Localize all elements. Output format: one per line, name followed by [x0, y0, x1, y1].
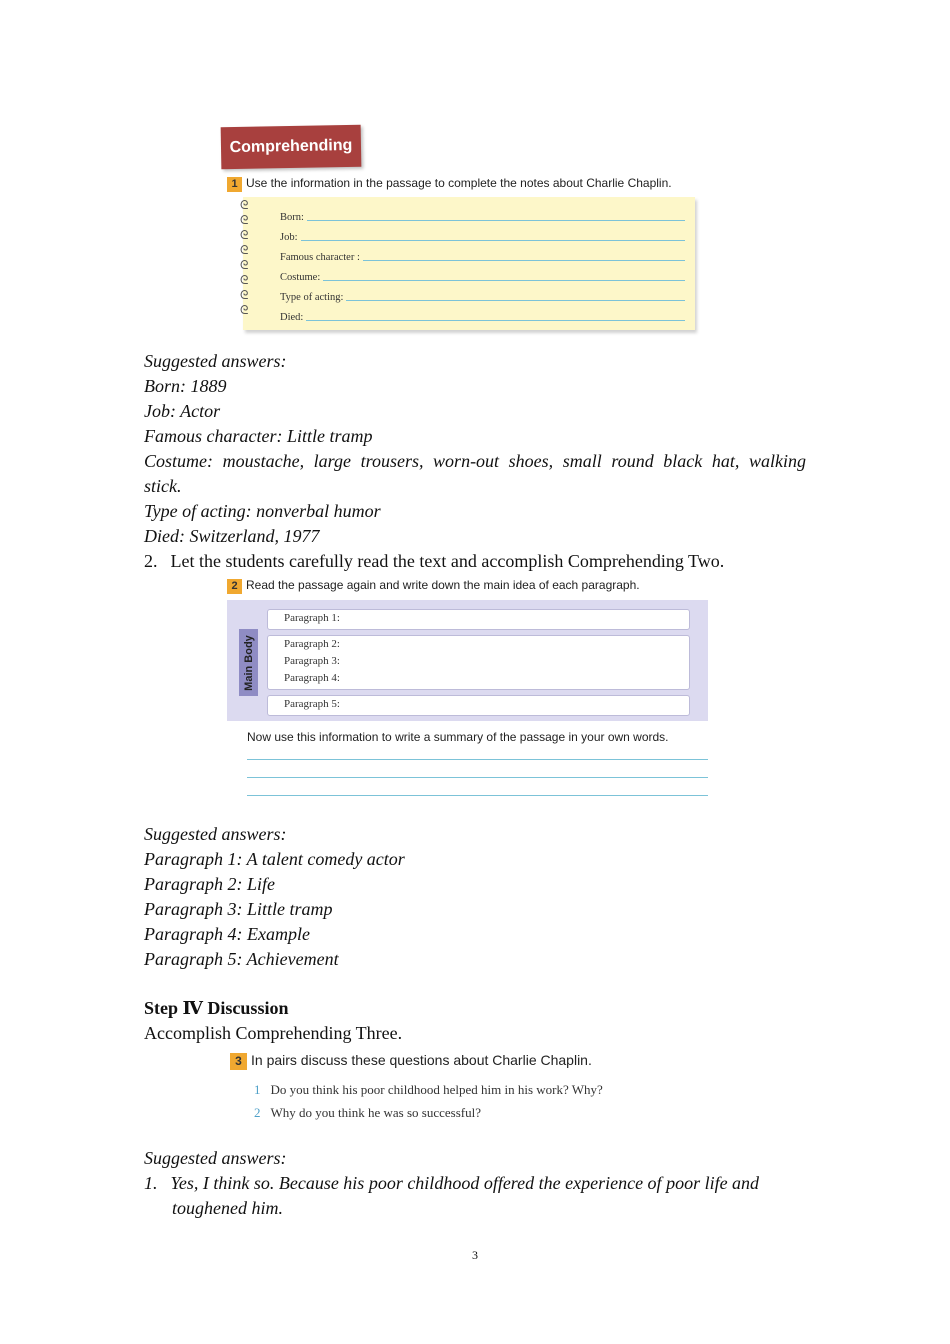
- step2-text: Let the students carefully read the text and accomplish Comprehending Two.: [170, 551, 725, 571]
- answer-job: Job: Actor: [144, 401, 221, 421]
- answer-died: Died: Switzerland, 1977: [144, 526, 320, 546]
- answer-paragraph-4: Paragraph 4: Example: [144, 924, 310, 944]
- discussion-question-1: 1 Do you think his poor childhood helped him in his work? Why?: [254, 1082, 603, 1097]
- paragraph-5-field: Paragraph 5:: [267, 695, 690, 716]
- answer-discussion-1: 1. Yes, I think so. Because his poor childhood offered the experience of poor life and: [144, 1173, 760, 1193]
- q3-instruction: In pairs discuss these questions about Charlie Chaplin.: [251, 1052, 592, 1068]
- q3-number: 3: [230, 1053, 247, 1070]
- note-job: Job:: [280, 227, 685, 243]
- answer-discussion-1-cont: toughened him.: [172, 1198, 283, 1218]
- answer-paragraph-1: Paragraph 1: A talent comedy actor: [144, 849, 405, 869]
- spiral-ring-icon: ᘓ: [240, 228, 249, 242]
- note-costume: Costume:: [280, 267, 685, 283]
- paragraph-main-idea-box: [227, 600, 708, 721]
- page-number: 3: [472, 1248, 478, 1262]
- note-born: Born:: [280, 207, 685, 223]
- summary-instruction: Now use this information to write a summary of the passage in your own words.: [247, 730, 669, 744]
- step4-text: Accomplish Comprehending Three.: [144, 1023, 403, 1043]
- note-type-of-acting: Type of acting:: [280, 287, 685, 303]
- answer-paragraph-3: Paragraph 3: Little tramp: [144, 899, 333, 919]
- spiral-ring-icon: ᘓ: [240, 273, 249, 287]
- q2-instruction-row: [227, 578, 640, 594]
- answer-costume: Costume: moustache, large trousers, worn-out shoes, small round black hat, walking: [144, 451, 806, 471]
- spiral-ring-icon: ᘓ: [240, 303, 249, 317]
- suggested-answers-heading: Suggested answers:: [144, 351, 287, 371]
- q2-instruction: Read the passage again and write down the main idea of each paragraph.: [246, 578, 640, 592]
- answer-paragraph-2: Paragraph 2: Life: [144, 874, 276, 894]
- note-famous-character: Famous character :: [280, 247, 685, 263]
- suggested-answers-heading: Suggested answers:: [144, 824, 287, 844]
- q1-number: 1: [227, 177, 242, 192]
- summary-writing-line: [247, 795, 708, 796]
- paragraph-2-4-field: Paragraph 2: Paragraph 3: Paragraph 4:: [267, 635, 690, 690]
- note-died: Died:: [280, 307, 685, 323]
- summary-writing-line: [247, 759, 708, 760]
- discussion-question-2: 2 Why do you think he was so successful?: [254, 1105, 481, 1120]
- answer-paragraph-5: Paragraph 5: Achievement: [144, 949, 339, 969]
- paragraph-1-field: Paragraph 1:: [267, 609, 690, 630]
- step2-number: 2.: [144, 551, 158, 571]
- step4-heading: Step Ⅳ Discussion: [144, 998, 289, 1018]
- spiral-ring-icon: ᘓ: [240, 288, 249, 302]
- suggested-answers-heading: Suggested answers:: [144, 1148, 287, 1168]
- answer-type-of-acting: Type of acting: nonverbal humor: [144, 501, 381, 521]
- answer-born: Born: 1889: [144, 376, 227, 396]
- main-body-label: Main Body: [239, 629, 258, 696]
- q1-instruction-row: [227, 176, 672, 192]
- q2-number: 2: [227, 579, 242, 594]
- spiral-ring-icon: ᘓ: [240, 243, 249, 257]
- spiral-ring-icon: ᘓ: [240, 213, 249, 227]
- q3-instruction-row: [230, 1052, 592, 1070]
- spiral-ring-icon: ᘓ: [240, 258, 249, 272]
- answer-famous-character: Famous character: Little tramp: [144, 426, 373, 446]
- q1-instruction: Use the information in the passage to complete the notes about Charlie Chaplin.: [246, 176, 672, 190]
- summary-writing-line: [247, 777, 708, 778]
- notes-notepad: [240, 197, 695, 330]
- comprehending-banner: Comprehending: [221, 125, 362, 169]
- step2-instruction: [144, 549, 724, 574]
- answer-costume-cont: stick.: [144, 476, 182, 496]
- spiral-ring-icon: ᘓ: [240, 198, 249, 212]
